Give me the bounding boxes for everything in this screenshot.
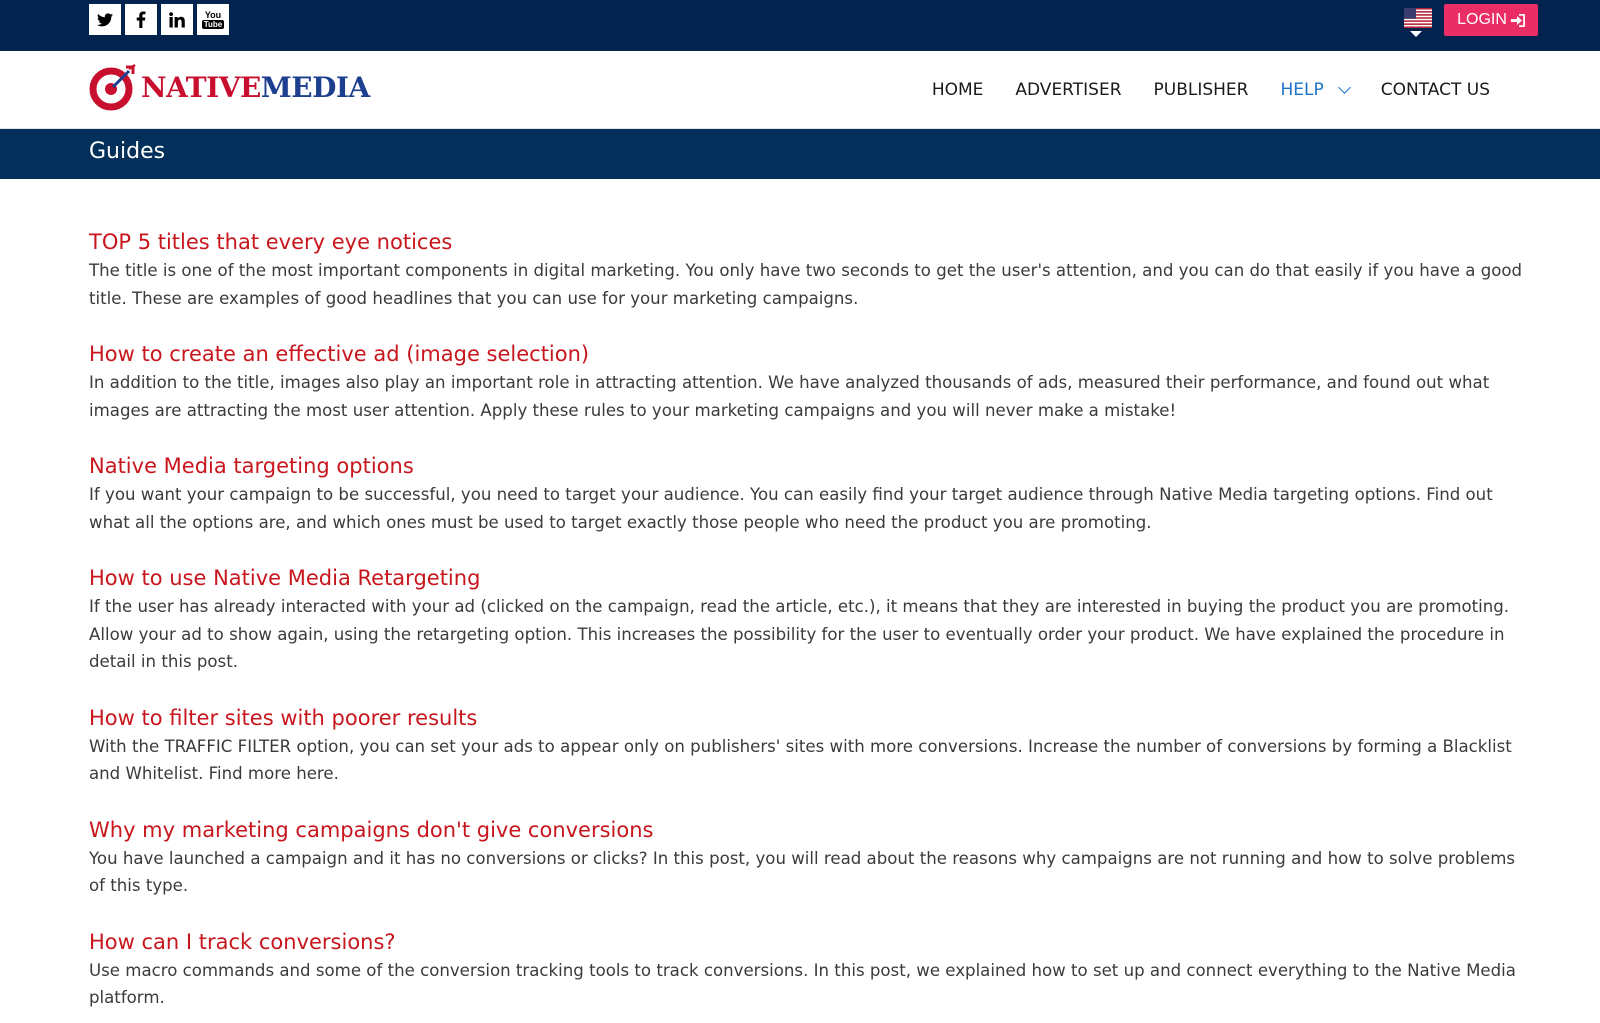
guide-description: Use macro commands and some of the conversion tracking tools to track conversions. In this post, we explained how to set up and connect everything to the Native Media platform. — [89, 960, 1516, 1007]
nav-home-label: HOME — [931, 80, 984, 100]
guide-item — [89, 227, 1529, 312]
facebook-link[interactable] — [125, 4, 157, 35]
top-bar — [0, 0, 1600, 51]
nav-publisher-label: PUBLISHER — [1153, 80, 1249, 100]
guide-title-link[interactable]: Why my marketing campaigns don't give conversions — [89, 817, 654, 842]
login-button[interactable] — [1444, 4, 1538, 36]
guide-title-link[interactable]: How to use Native Media Retargeting — [89, 566, 481, 590]
guide-item — [89, 339, 1529, 424]
guide-description: If the user has already interacted with your ad (clicked on the campaign, read the article, etc.), it means that they are interested in buying the product you are promoting. Allow your ad to show again, using the retargeting option. This increases the possibility for the user to eventually order your product. We have explained the procedure in detail in this post. — [89, 597, 1510, 671]
social-links — [89, 4, 229, 35]
main-nav — [932, 51, 1490, 129]
youtube-label-top: You — [204, 9, 222, 20]
logo-wordmark — [141, 71, 370, 104]
us-flag-icon[interactable] — [1404, 8, 1432, 28]
guide-item — [89, 927, 1529, 1012]
page-title: Guides — [89, 139, 166, 164]
nav-advertiser-label: ADVERTISER — [1015, 80, 1122, 100]
logo-native-text: NATIVE — [141, 70, 261, 104]
chevron-down-icon — [1338, 81, 1351, 94]
twitter-link[interactable] — [89, 4, 121, 35]
native-media-logo[interactable] — [89, 59, 389, 115]
guide-description: The title is one of the most important components in digital marketing. You only have two seconds to get the user's attention, and you can do that easily if you have a good title. These are examples of good headlines that you can use for your marketing campaigns. — [89, 261, 1523, 308]
guide-description: If you want your campaign to be successful, you need to target your audience. You can easily find your target audience through Native Media targeting options. Find out what all the options are, and which ones must be used to target exactly those people who need the product you are promoting. — [89, 485, 1493, 532]
guide-title-link[interactable]: How can I track conversions? — [89, 929, 396, 954]
guide-item — [89, 451, 1529, 536]
nav-help-label: HELP — [1280, 80, 1324, 100]
nav-advertiser[interactable] — [1015, 80, 1121, 100]
guide-title-link[interactable]: How to filter sites with poorer results — [89, 705, 478, 730]
guide-title-link[interactable]: TOP 5 titles that every eye notices — [89, 230, 453, 254]
sign-in-icon — [1511, 14, 1525, 27]
facebook-icon — [136, 11, 146, 28]
site-header — [0, 51, 1600, 129]
guide-title-link[interactable]: Native Media targeting options — [89, 454, 414, 478]
logo-media-text: MEDIA — [260, 70, 370, 104]
linkedin-icon — [169, 12, 185, 28]
login-label: LOGIN — [1457, 11, 1507, 28]
guide-item — [89, 703, 1529, 788]
nav-contact-us[interactable] — [1381, 80, 1490, 100]
nav-contact-label: CONTACT US — [1380, 80, 1490, 100]
guide-description: You have launched a campaign and it has no conversions or clicks? In this post, you will read about the reasons why campaigns are not running and how to solve problems of this type. — [89, 848, 1516, 895]
guide-item — [89, 563, 1529, 676]
guides-list — [89, 227, 1529, 1023]
twitter-icon — [97, 13, 113, 27]
youtube-link[interactable] — [197, 4, 229, 35]
linkedin-link[interactable] — [161, 4, 193, 35]
nav-home[interactable] — [932, 80, 984, 100]
nav-publisher[interactable] — [1154, 80, 1249, 100]
youtube-icon — [202, 11, 225, 29]
guide-title-link[interactable]: How to create an effective ad (image selection) — [89, 342, 590, 366]
language-caret-icon[interactable] — [1410, 31, 1422, 37]
page-title-band — [0, 129, 1600, 179]
nav-help[interactable] — [1280, 80, 1348, 100]
guide-item — [89, 815, 1529, 900]
logo-target-icon — [89, 61, 141, 113]
youtube-label-bottom: Tube — [203, 19, 223, 29]
guide-description: In addition to the title, images also play an important role in attracting attention. We have analyzed thousands of ads, measured their performance, and found out what images are attracting the most user attention. Apply these rules to your marketing campaigns and you will never make a mistake! — [89, 373, 1490, 420]
guide-description: With the TRAFFIC FILTER option, you can set your ads to appear only on publishers' sites with more conversions. Increase the number of conversions by forming a Blacklist and Whitelist. Find more here. — [89, 736, 1512, 783]
